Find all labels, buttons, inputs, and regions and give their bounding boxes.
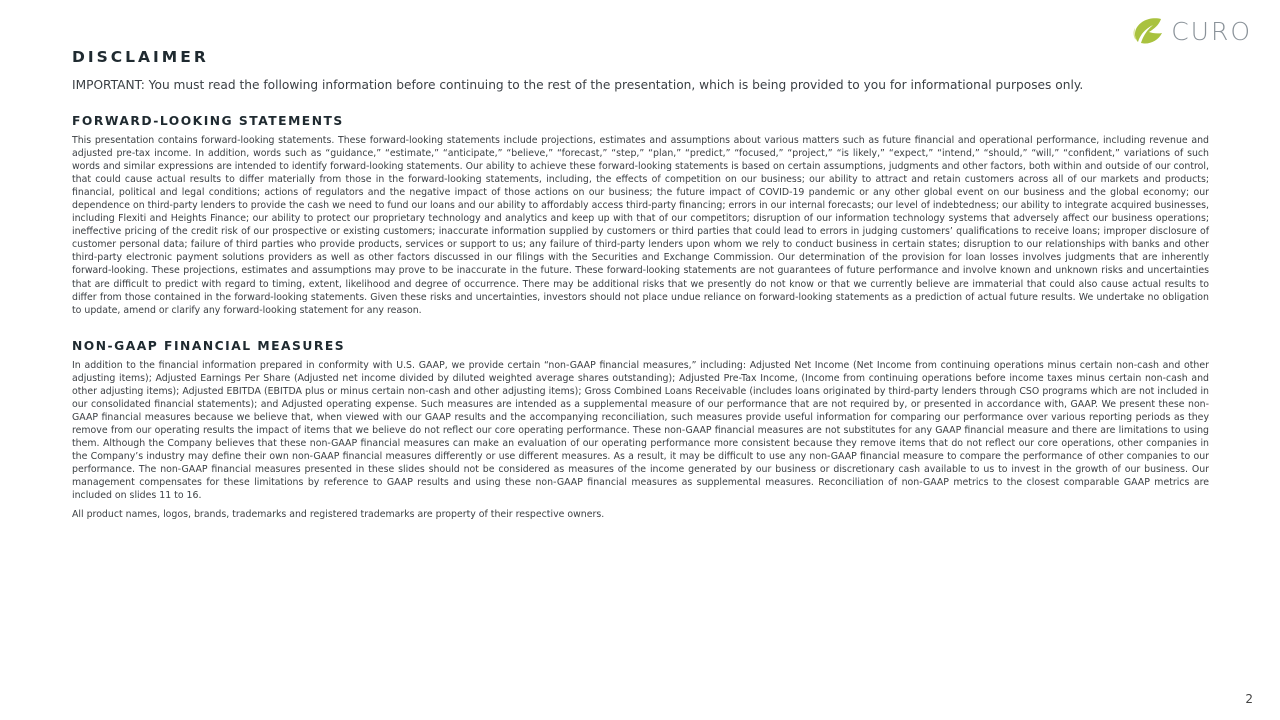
non-gaap-body: In addition to the financial information prepared in conformity with U.S. GAAP, we provide certain “non-GAAP financial measures,” including: Adjusted Net Income (Net Income from continuing operations minus certain non-cash and other adjusting items); Adjusted Earnings Per Share (Adjusted net income divided by diluted weighted average shares outstanding); Adjusted Pre-Tax Income, (Income from continuing operations before income taxes minus certain non-cash and other adjusting items); Adjusted EBITDA (EBITDA plus or minus certain non-cash and other adjusting items); Gross Combined Loans Receivable (includes loans originated by third-party lenders through CSO programs which are not included in our consolidated financial statements); and Adjusted operating expense. Such measures are intended as a supplemental measure of our performance that are not required by, or presented in accordance with, GAAP. We present these non-GAAP financial measures because we believe that, when viewed with our GAAP results and the accompanying reconciliation, such measures provide useful information for comparing our performance over various reporting periods as they remove from our operating results the impact of items that we believe do not reflect our core operating performance. These non-GAAP financial measures are not substitutes for any GAAP financial measure and there are limitations to using them. Although the Company believes that these non-GAAP financial measures can make an evaluation of our operating performance more consistent because they remove items that do not reflect our core operations, other companies in the Company’s industry may define their own non-GAAP financial measures differently or use different measures. As a result, it may be difficult to use any non-GAAP financial measure to compare the performance of other companies to our performance. The non-GAAP financial measures presented in these slides should not be considered as measures of the income generated by our business or discretionary cash available to us to invest in the growth of our business. Our management compensates for these limitations by reference to GAAP results and using these non-GAAP financial measures as supplemental measures. Reconciliation of non-GAAP metrics to the closest comparable GAAP metrics are included on slides 11 to 16.	[72, 359, 1209, 502]
important-notice: IMPORTANT: You must read the following information before continuing to the rest of the presentation, which is being provided to you for informational purposes only.	[72, 78, 1084, 92]
non-gaap-heading: NON-GAAP FINANCIAL MEASURES	[72, 338, 346, 353]
disclaimer-content	[72, 48, 1209, 521]
curo-leaf-icon	[1131, 15, 1167, 47]
forward-looking-body: This presentation contains forward-looking statements. These forward-looking statements include projections, estimates and assumptions about various matters such as future financial and operational performance, including revenue and adjusted pre-tax income. In addition, words such as “guidance,” “estimate,” “anticipate,” “believe,” “forecast,” “step,” “plan,” “predict,” “focused,” “project,” “is likely,” “expect,” “intend,” “should,” “will,” “confident,” variations of such words and similar expressions are intended to identify forward-looking statements. Our ability to achieve these forward-looking statements is based on certain assumptions, judgments and other factors, both within and outside of our control, that could cause actual results to differ materially from those in the forward-looking statements, including, the effects of competition on our business; our ability to attract and retain customers across all of our markets and products; financial, political and legal conditions; actions of regulators and the negative impact of those actions on our business; the future impact of COVID-19 pandemic or any other global event on our business and the global economy; our dependence on third-party lenders to provide the cash we need to fund our loans and our ability to affordably access third-party financing; errors in our internal forecasts; our level of indebtedness; our ability to integrate acquired businesses, including Flexiti and Heights Finance; our ability to protect our proprietary technology and analytics and keep up with that of our competitors; disruption of our information technology systems that adversely affect our business operations; ineffective pricing of the credit risk of our prospective or existing customers; inaccurate information supplied by customers or third parties that could lead to errors in judging customers’ qualifications to receive loans; improper disclosure of customer personal data; failure of third parties who provide products, services or support to us; any failure of third-party lenders upon whom we rely to conduct business in certain states; disruption to our relationships with banks and other third-party electronic payment solutions providers as well as other factors discussed in our filings with the Securities and Exchange Commission. Our determination of the provision for loan losses involves judgments that are inherently forward-looking. These projections, estimates and assumptions may prove to be inaccurate in the future. These forward-looking statements are not guarantees of future performance and involve known and unknown risks and uncertainties that are difficult to predict with regard to timing, extent, likelihood and degree of occurrence. There may be additional risks that we presently do not know or that we currently believe are immaterial that could also cause actual results to differ from those contained in the forward-looking statements. Given these risks and uncertainties, investors should not place undue reliance on forward-looking statements as a prediction of actual future results. We undertake no obligation to update, amend or clarify any forward-looking statement for any reason.	[72, 135, 1209, 316]
brand-name: CURO	[1171, 16, 1252, 46]
page-title: DISCLAIMER	[72, 48, 209, 66]
forward-looking-heading: FORWARD-LOOKING STATEMENTS	[72, 114, 344, 128]
page-number: 2	[1245, 692, 1253, 706]
trademark-notice: All product names, logos, brands, trademarks and registered trademarks are property of their respective owners.	[72, 509, 605, 521]
curo-logo	[1131, 15, 1252, 47]
